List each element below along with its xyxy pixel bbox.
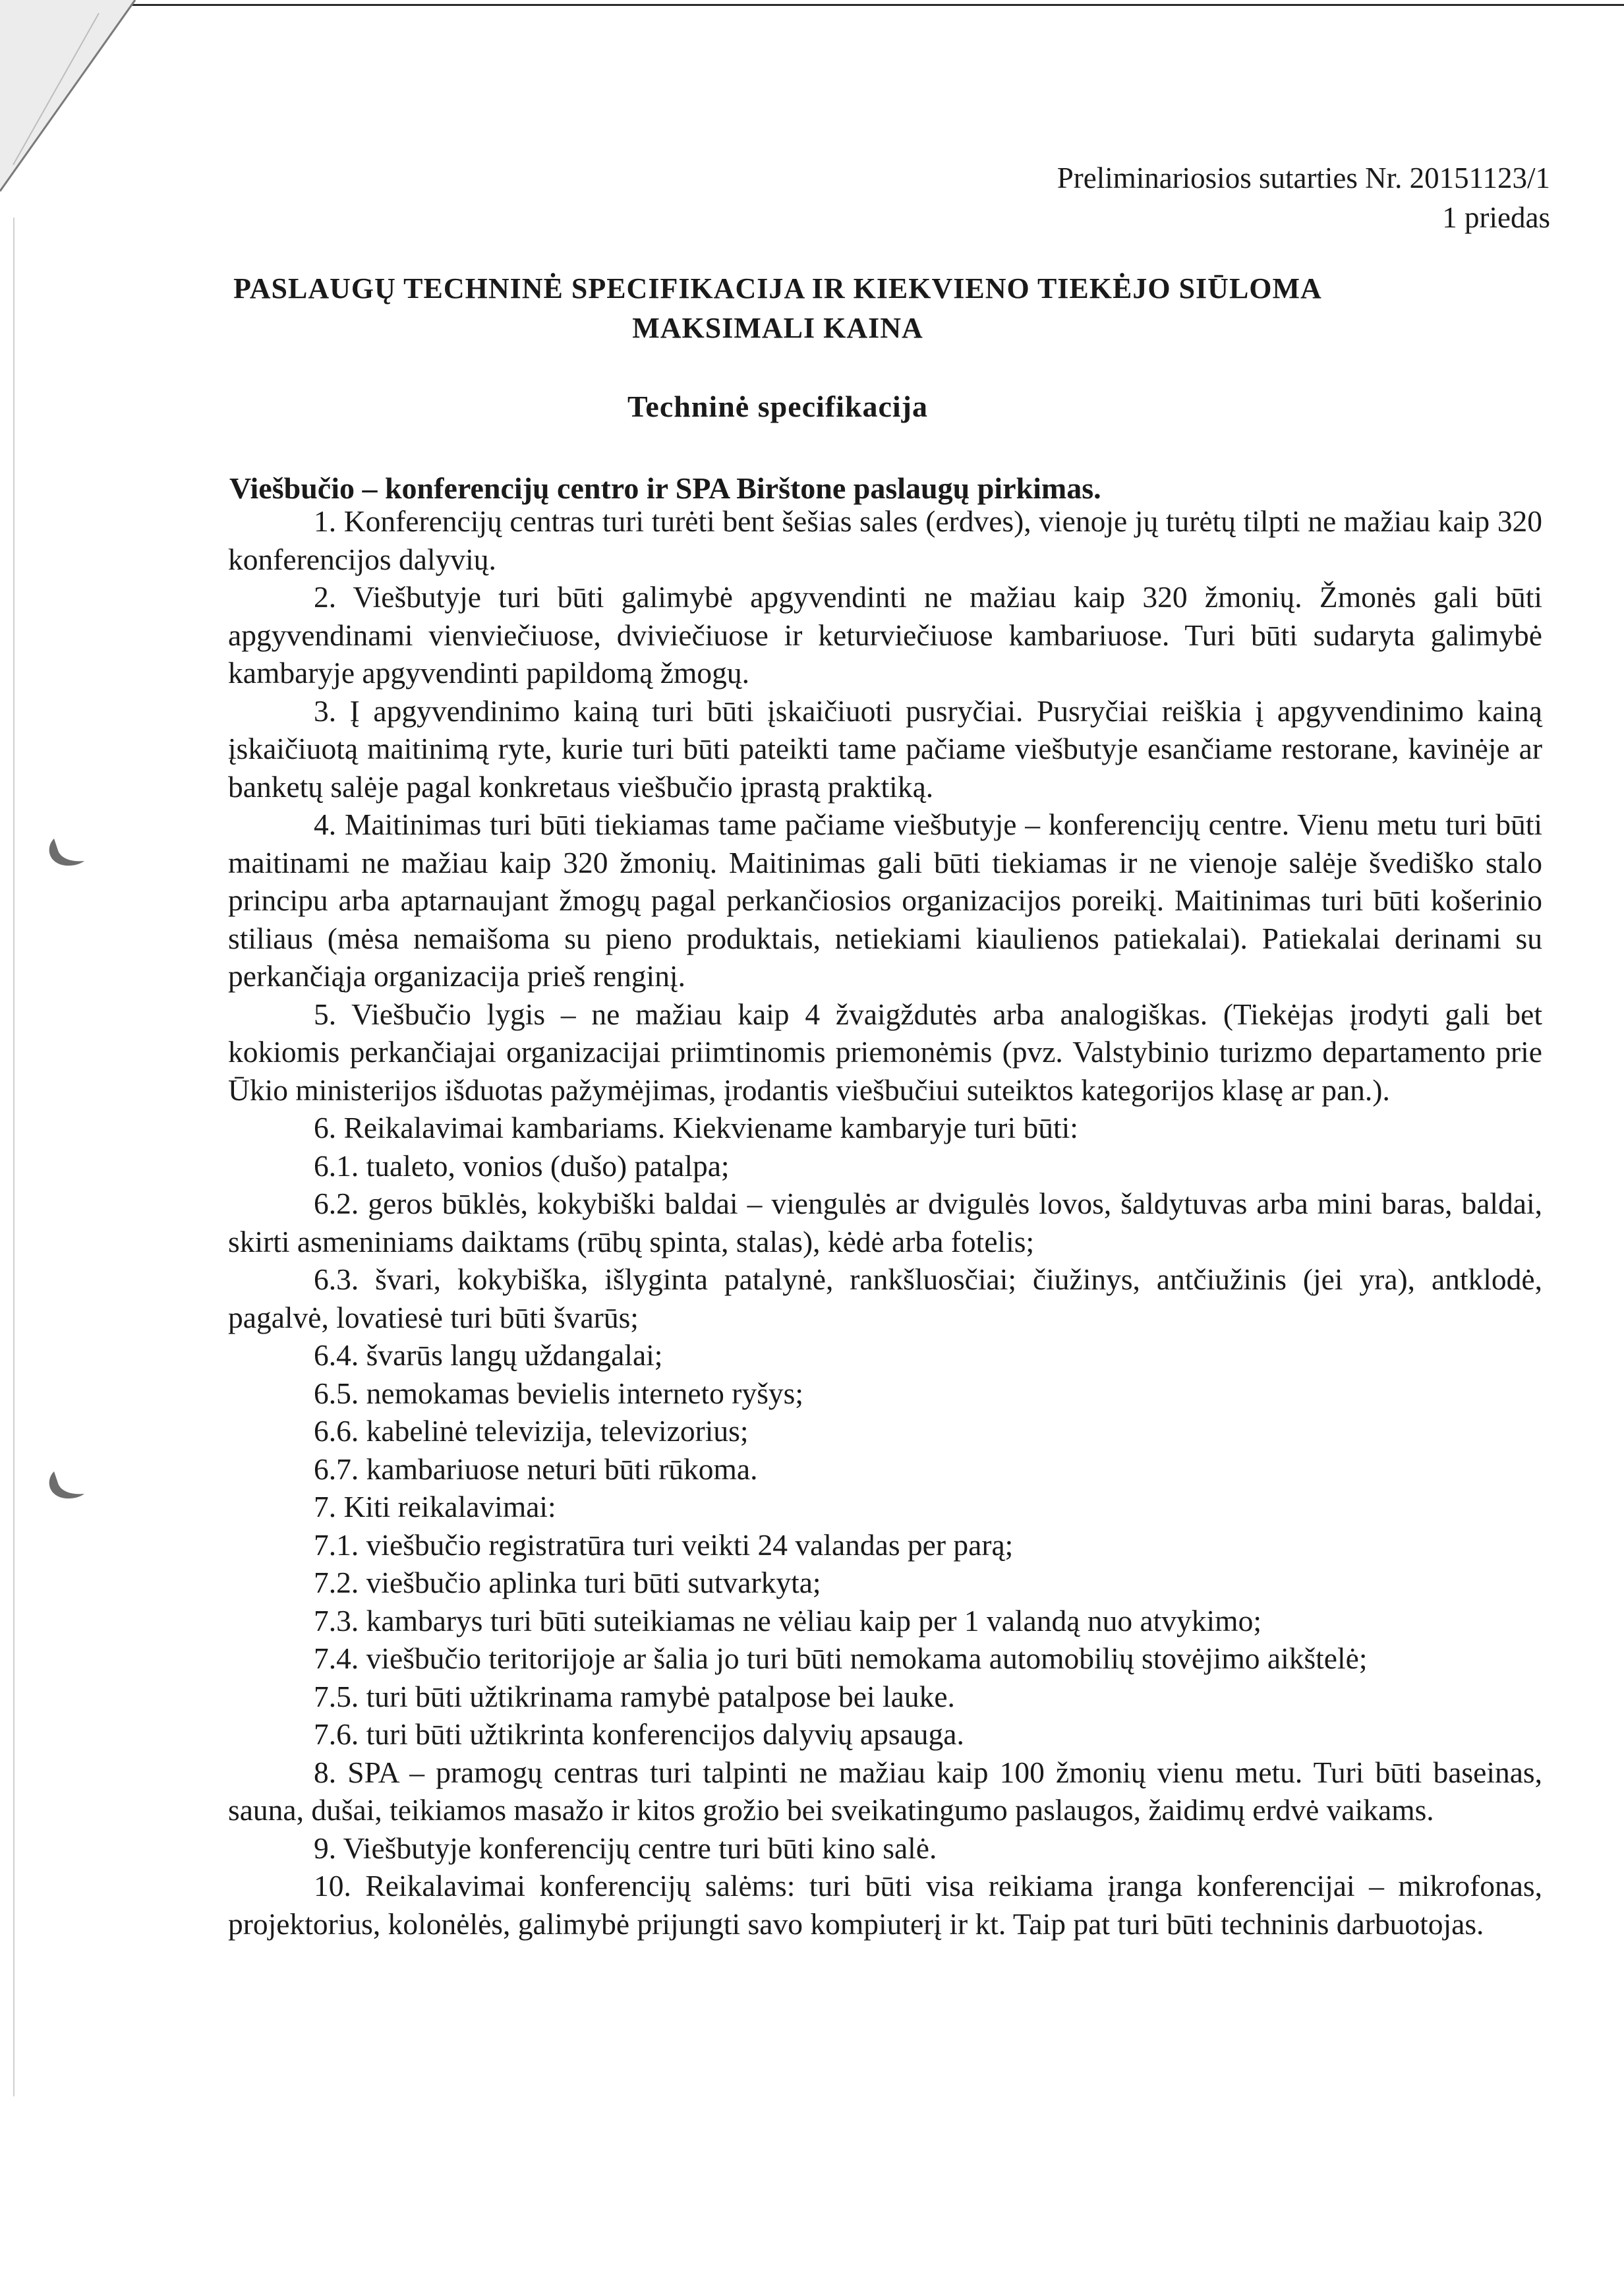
paragraph-7: 7. Kiti reikalavimai: bbox=[314, 1490, 556, 1523]
paragraph-4: 4. Maitinimas turi būti tiekiamas tame pačiame viešbutyje – konferencijų centre. Vienu metu turi būti maitinami ne mažiau kaip 320 žmonių. Maitinimas gali būti tiekiamas ir ne vienoje salėje švediško stalo principu arba aptarnaujant žmogų pagal perkančiosios organizacijos poreikį. Maitinimas turi būti košerinio stiliaus (mėsa nemaišoma su pieno produktais, netiekiami kiaulienos patiekalai). Patiekalai derinami su perkančiąja organizacija prieš renginį. bbox=[228, 808, 1542, 993]
paragraph-3: 3. Į apgyvendinimo kainą turi būti įskaičiuoti pusryčiai. Pusryčiai reiškia į apgyvendinimo kainą įskaičiuotą maitinimą ryte, kurie turi būti pateikti tame pačiame viešbutyje esančiame restorane, kavinėje ar banketų salėje pagal konkretaus viešbučio įprastą praktiką. bbox=[228, 694, 1542, 804]
paragraph-8: 8. SPA – pramogų centras turi talpinti ne mažiau kaip 100 žmonių vienu metu. Turi būti baseinas, sauna, dušai, teikiamos masažo ir kitos grožio bei sveikatingumo paslaugos, žaidimų erdvė vaikams. bbox=[228, 1755, 1542, 1827]
paragraph-5: 5. Viešbučio lygis – ne mažiau kaip 4 žvaigždutės arba analogiškas. (Tiekėjas įrodyti gali bet kokiomis perkančiajai organizacijai priimtinomis priemonėmis (pvz. Valstybinio turizmo departamento prie Ūkio ministerijos išduotas pažymėjimas, įrodantis viešbučiui suteiktos kategorijos klasę ar pan.). bbox=[228, 997, 1542, 1107]
paragraph-10: 10. Reikalavimai konferencijų salėms: turi būti visa reikiama įranga konferencijai – mikrofonas, projektorius, kolonėlės, galimybė prijungti savo kompiuterį ir kt. Taip pat turi būti techninis darbuotojas. bbox=[228, 1869, 1542, 1941]
paragraph-6: 6. Reikalavimai kambariams. Kiekviename kambaryje turi būti: bbox=[314, 1111, 1078, 1144]
specification-body bbox=[228, 502, 1542, 1943]
title-line-2: MAKSIMALI KAINA bbox=[632, 312, 923, 344]
annex-label: 1 priedas bbox=[1442, 201, 1550, 234]
item-6-5: 6.5. nemokamas bevielis interneto ryšys; bbox=[314, 1376, 804, 1410]
item-6-7: 6.7. kambariuose neturi būti rūkoma. bbox=[314, 1452, 758, 1486]
item-6-4: 6.4. švarūs langų uždangalai; bbox=[314, 1338, 663, 1372]
scan-top-edge bbox=[132, 4, 1624, 6]
document-reference bbox=[1057, 158, 1550, 237]
item-7-3: 7.3. kambarys turi būti suteikiamas ne vėliau kaip per 1 valandą nuo atvykimo; bbox=[314, 1603, 1262, 1638]
paragraph-1: 1. Konferencijų centras turi turėti bent šešias sales (erdves), vienoje jų turėtų tilpti ne mažiau kaip 320 konferencijos dalyvių. bbox=[228, 504, 1542, 576]
item-6-1: 6.1. tualeto, vonios (dušo) patalpa; bbox=[314, 1148, 730, 1183]
title-line-1: PASLAUGŲ TECHNINĖ SPECIFIKACIJA IR KIEKVIENO TIEKĖJO SIŪLOMA bbox=[233, 272, 1322, 305]
page-subtitle: Techninė specifikacija bbox=[627, 390, 929, 423]
scan-folded-corner bbox=[0, 0, 152, 198]
section-heading: Viešbučio – konferencijų centro ir SPA Birštone paslaugų pirkimas. bbox=[229, 471, 1101, 505]
page-title bbox=[198, 269, 1358, 348]
paragraph-2: 2. Viešbutyje turi būti galimybė apgyvendinti ne mažiau kaip 320 žmonių. Žmonės gali būti apgyvendinami vienviečiuose, dviviečiuose ir keturviečiuose kambariuose. Turi būti sudaryta galimybė kambaryje apgyvendinti papildomą žmogų. bbox=[228, 580, 1542, 690]
item-7-1: 7.1. viešbučio registratūra turi veikti 24 valandas per parą; bbox=[314, 1527, 1014, 1562]
item-6-6: 6.6. kabelinė televizija, televizorius; bbox=[314, 1414, 749, 1448]
item-7-2: 7.2. viešbučio aplinka turi būti sutvarkyta; bbox=[314, 1566, 821, 1599]
punch-hole-shadow bbox=[45, 832, 86, 873]
item-7-5: 7.5. turi būti užtikrinama ramybė patalpose bei lauke. bbox=[314, 1679, 955, 1713]
item-7-4: 7.4. viešbučio teritorijoje ar šalia jo turi būti nemokama automobilių stovėjimo aikštelė; bbox=[314, 1641, 1368, 1675]
scan-left-shadow bbox=[13, 218, 14, 2096]
punch-hole-shadow bbox=[45, 1465, 86, 1506]
item-6-2: 6.2. geros būklės, kokybiški baldai – viengulės ar dvigulės lovos, šaldytuvas arba mini baras, baldai, skirti asmeniniams daiktams (rūbų spinta, stalas), kėdė arba fotelis; bbox=[228, 1187, 1542, 1258]
paragraph-9: 9. Viešbutyje konferencijų centre turi būti kino salė. bbox=[314, 1831, 937, 1865]
item-6-3: 6.3. švari, kokybiška, išlyginta patalynė, rankšluosčiai; čiužinys, antčiužinis (jei yra), antklodė, pagalvė, lovatiesė turi būti švarūs; bbox=[228, 1262, 1542, 1334]
agreement-number: Preliminariosios sutarties Nr. 20151123/1 bbox=[1057, 162, 1550, 194]
item-7-6: 7.6. turi būti užtikrinta konferencijos dalyvių apsauga. bbox=[314, 1717, 964, 1751]
